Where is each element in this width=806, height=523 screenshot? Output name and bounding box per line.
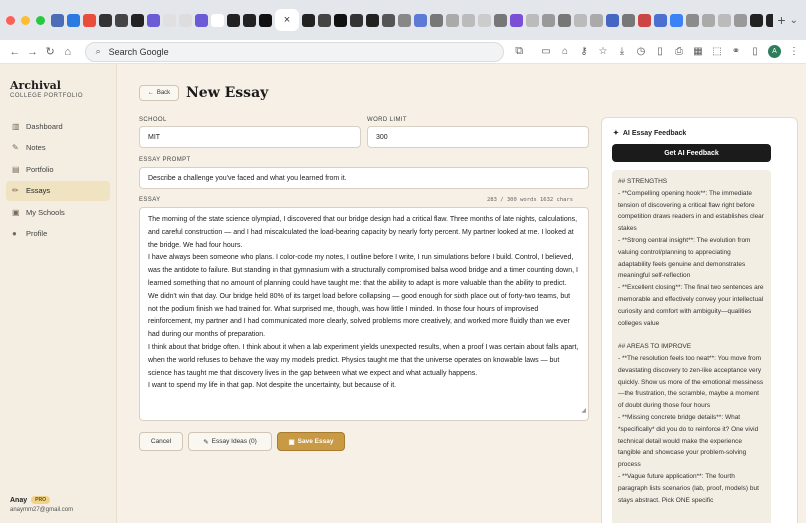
bank-icon[interactable]: ⌂ <box>561 46 568 57</box>
link-icon[interactable]: ⚭ <box>731 46 741 57</box>
translate-icon[interactable]: ▦ <box>693 46 703 57</box>
folder-icon: ▤ <box>12 164 20 174</box>
browser-tab[interactable] <box>115 14 128 27</box>
sidebar-item-label: Essays <box>26 186 51 195</box>
browser-tab[interactable] <box>195 14 208 27</box>
sidebar-nav <box>6 116 110 245</box>
ai-feedback-text <box>612 170 771 523</box>
sidebar-item-label: My Schools <box>26 207 65 217</box>
browser-tab[interactable] <box>718 14 731 27</box>
browser-tab[interactable] <box>750 14 763 27</box>
school-input[interactable] <box>139 126 361 148</box>
tab-search-icon[interactable]: ⌄ <box>789 14 798 26</box>
address-bar[interactable] <box>85 42 505 62</box>
browser-tab[interactable] <box>83 14 96 27</box>
cast-icon[interactable]: ▭ <box>541 46 551 57</box>
window-controls <box>6 16 45 25</box>
app-brand-subtitle: COLLEGE PORTFOLIO <box>10 93 84 99</box>
browser-tab[interactable] <box>350 14 363 27</box>
sidebar-item-profile[interactable] <box>6 224 110 244</box>
ai-panel-title: AI Essay Feedback <box>622 129 687 137</box>
sparkle-icon: ✦ <box>613 130 619 137</box>
menu-dots-icon[interactable]: ⋮ <box>788 46 799 57</box>
ai-feedback-panel <box>601 117 798 523</box>
school-input-value: MIT <box>148 133 161 141</box>
essay-paragraph: We didn't win that day. Our bridge held 80% of its target load before collapsing — good enough for sixth place out of forty-two teams, but not the podium finish we had trained for. What surprised me, though, was how little I minded. In those four hours of improvised reinforcement, my partner and I had communicated more clearly, solved problems more creatively, and worked more fluidly than we ever had during our months of preparation. <box>148 292 571 339</box>
browser-tab[interactable] <box>211 14 224 27</box>
cancel-button-label: Cancel <box>150 438 172 445</box>
browser-tab-bar <box>0 0 806 40</box>
sidebar-item-dashboard[interactable] <box>6 116 110 136</box>
browser-tab[interactable] <box>99 14 112 27</box>
save-essay-button[interactable] <box>277 432 345 451</box>
ai-feedback-line <box>618 329 765 341</box>
cancel-button[interactable] <box>139 432 183 451</box>
browser-tab[interactable] <box>510 14 523 27</box>
essay-ideas-label: Essay Ideas (0) <box>211 438 257 445</box>
back-arrow-icon[interactable]: ← <box>9 45 21 58</box>
browser-tab[interactable] <box>318 14 331 27</box>
key-icon[interactable]: ⚷ <box>580 46 588 57</box>
user-name: Anay <box>10 496 28 504</box>
address-bar-placeholder: Search Google <box>108 46 169 57</box>
word-limit-input-value: 300 <box>376 133 388 141</box>
print-icon[interactable]: ⎙ <box>674 46 683 57</box>
school-label: SCHOOL <box>139 117 167 123</box>
history-icon[interactable]: ◷ <box>636 46 646 57</box>
back-button[interactable] <box>139 85 179 101</box>
browser-tab[interactable] <box>654 14 667 27</box>
essay-paragraph: The morning of the state science olympiad, I discovered that our bridge design had a critical flaw. Three months of late nights, calculations, and careful construction — and I had miscalculated the load-bearing capacity by nearly forty percent. My partner looked at me. I looked at the bridge. We had four hours. <box>148 216 578 249</box>
back-arrow-icon: ← <box>147 90 154 96</box>
browser-tab[interactable] <box>259 14 272 27</box>
sidebar-item-label: Portfolio <box>26 164 54 174</box>
essay-paragraph: I want to spend my life in that gap. Not despite the uncertainty, but because of it. <box>148 382 397 390</box>
minimize-window-button[interactable] <box>21 16 30 25</box>
back-button-label: Back <box>156 90 171 96</box>
notes-icon: ✎ <box>12 143 19 152</box>
sidepanel-icon[interactable]: ▯ <box>752 46 758 57</box>
close-window-button[interactable] <box>6 16 15 25</box>
word-limit-label: WORD LIMIT <box>367 117 407 123</box>
browser-tab[interactable] <box>494 14 507 27</box>
page-title: New Essay <box>186 85 269 101</box>
user-email: anaymm27@gmail.com <box>10 507 74 513</box>
resize-handle-icon[interactable]: ◢ <box>581 408 586 415</box>
pencil-icon: ✏ <box>12 186 19 195</box>
ai-feedback-line: - **Strong central insight**: The evolution from valuing control/planning to appreciating adaptability feels genuine and demonstrates meaningful self-reflection <box>618 236 753 280</box>
browser-tab[interactable] <box>414 14 427 27</box>
toolbar-icons <box>540 45 800 58</box>
pro-badge: PRO <box>31 496 50 504</box>
browser-tab[interactable] <box>606 14 619 27</box>
browser-tab[interactable] <box>179 14 192 27</box>
ai-feedback-line: - **Vague future application**: The fourth paragraph lists scenarios (lab, proof, models) but stays abstract. Pick ONE specific <box>618 472 761 504</box>
essay-prompt-label: ESSAY PROMPT <box>139 157 191 163</box>
browser-tab[interactable] <box>622 14 635 27</box>
browser-tab[interactable] <box>227 14 240 27</box>
browser-tab[interactable] <box>67 14 80 27</box>
browser-tab[interactable] <box>446 14 459 27</box>
ai-feedback-line: ## AREAS TO IMPROVE <box>618 343 692 351</box>
essay-prompt-value: Describe a challenge you've faced and what you learned from it. <box>148 174 347 182</box>
download-icon[interactable]: ⤓ <box>619 46 625 57</box>
app-brand: Archival <box>10 79 61 92</box>
browser-tab[interactable] <box>558 14 571 27</box>
forward-arrow-icon[interactable]: → <box>26 45 38 58</box>
essay-paragraph: I have always been someone who plans. I color-code my notes, I outline before I write, I run simulations before I build. Control, I believed, was the antidote to failure. But standing in that gymnasium with a structurally compromised balsa wood bridge and a timer counting down, I learned something that no amount of planning could have taught me: that the ability to adapt is more valuable than the ability to predict. <box>148 254 578 287</box>
browser-tab[interactable] <box>542 14 555 27</box>
save-essay-label: Save Essay <box>297 438 334 445</box>
essay-paragraph: I think about that bridge often. I think about it when a lab experiment yields unexpected results, when a proof I was certain about falls apart, when the world refuses to behave the way my models predict. Physics taught me that the universe operates on knowable laws — but science has taught me that discovery lives in the gap between what we expect and what actually happens. <box>148 343 579 377</box>
essay-word-count: 283 / 300 words 1632 chars <box>487 197 574 203</box>
word-limit-input[interactable] <box>367 126 589 148</box>
browser-tab[interactable] <box>366 14 379 27</box>
profile-avatar[interactable]: A <box>768 45 781 58</box>
sidebar-item-notes[interactable] <box>6 138 110 158</box>
sidebar-item-label: Profile <box>26 229 48 238</box>
browser-toolbar <box>0 40 806 64</box>
browser-tab[interactable] <box>147 14 160 27</box>
browser-tab[interactable] <box>590 14 603 27</box>
browser-tab[interactable] <box>302 14 315 27</box>
sidebar-item-essays[interactable] <box>6 181 110 201</box>
browser-tab[interactable] <box>766 14 773 27</box>
browser-tab[interactable] <box>382 14 395 27</box>
school-icon: ▣ <box>12 207 20 217</box>
zoom-window-button[interactable] <box>36 16 45 25</box>
browser-tab[interactable] <box>462 14 475 27</box>
app-sidebar <box>0 64 117 523</box>
browser-tab[interactable] <box>526 14 539 27</box>
main-content <box>117 64 806 523</box>
search-icon: ⌕ <box>95 46 101 56</box>
ai-feedback-line: - **Excellent closing**: The final two sentences are memorable and effectively convey your intellectual curiosity and comfort with ambiguity—qualities colleges value <box>618 284 766 327</box>
browser-tab[interactable] <box>574 14 587 27</box>
browser-tab[interactable] <box>478 14 491 27</box>
extensions-icon[interactable]: ⧉ <box>515 45 524 57</box>
new-tab-button[interactable]: + <box>777 12 786 28</box>
essay-ideas-button[interactable] <box>188 432 272 451</box>
browser-tab[interactable] <box>131 14 144 27</box>
user-info <box>10 496 73 513</box>
chart-icon: ▥ <box>12 121 20 131</box>
browser-tab[interactable] <box>163 14 176 27</box>
browser-tab[interactable] <box>734 14 747 27</box>
active-tab-close-icon[interactable]: × <box>275 9 299 31</box>
trash-icon[interactable]: ▯ <box>657 46 663 57</box>
reload-icon[interactable]: ↻ <box>45 46 55 58</box>
browser-tab[interactable] <box>243 14 256 27</box>
screenshot-icon[interactable]: ⬚ <box>712 46 722 57</box>
save-icon: ▣ <box>288 438 295 446</box>
home-icon[interactable]: ⌂ <box>64 45 72 58</box>
tab-strip <box>51 9 773 31</box>
star-icon[interactable]: ☆ <box>598 46 608 57</box>
browser-tab[interactable] <box>430 14 443 27</box>
sidebar-item-my-schools[interactable] <box>6 202 110 222</box>
sidebar-item-portfolio[interactable] <box>6 159 110 179</box>
sidebar-item-label: Dashboard <box>26 121 63 131</box>
browser-tab[interactable] <box>670 14 683 27</box>
browser-tab[interactable] <box>686 14 699 27</box>
lightbulb-icon: ✎ <box>203 438 209 446</box>
essay-prompt-input[interactable] <box>139 167 589 189</box>
sidebar-item-label: Notes <box>26 143 46 152</box>
ai-feedback-line: - **The resolution feels too neat**: You move from devastating discovery to zen-like acceptance very quickly. Show us more of the emotional messiness—the frustration, the scramble, maybe a moment of doubt during those four hours <box>618 354 764 410</box>
browser-tab[interactable] <box>51 14 64 27</box>
ai-feedback-line: ## STRENGTHS <box>618 178 668 185</box>
essay-textarea[interactable] <box>139 207 589 421</box>
browser-tab[interactable] <box>398 14 411 27</box>
ai-feedback-line: - **Missing concrete bridge details**: What *specifically* did you do to reinforce it? One vivid technical detail would make the experience tangible and showcase your problem-solving process <box>618 413 760 469</box>
ai-feedback-line: - **Compelling opening hook**: The immediate tension of discovering a critical flaw right before competition draws readers in and establishes clear stakes <box>618 189 766 233</box>
get-ai-feedback-button[interactable]: Get AI Feedback <box>612 144 771 162</box>
browser-tab[interactable] <box>334 14 347 27</box>
person-icon: ● <box>12 229 17 238</box>
browser-tab[interactable] <box>702 14 715 27</box>
essay-label: ESSAY <box>139 197 161 203</box>
browser-tab[interactable] <box>638 14 651 27</box>
